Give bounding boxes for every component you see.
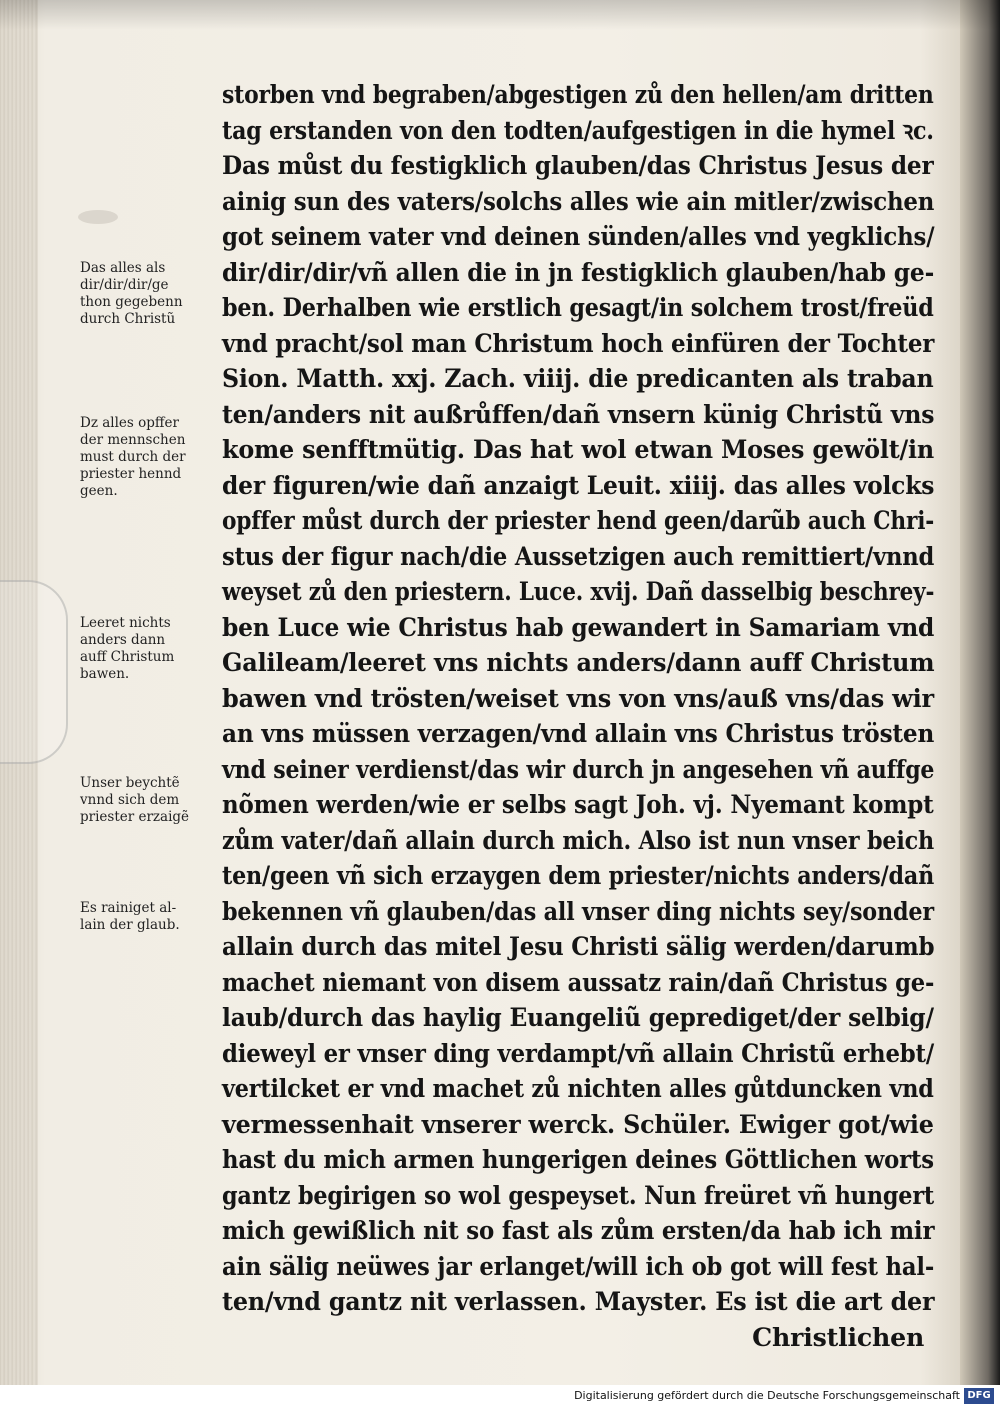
margin-note-line: durch Christũ [80, 311, 176, 327]
text-line: vnd pracht/sol man Christum hoch einfüren der Tochter [222, 328, 935, 359]
margin-note-line: vnnd sich dem [80, 792, 180, 808]
text-line: weyset zů den priestern. Luce. xvij. Dañ dasselbig beschrey- [222, 577, 935, 607]
text-line: machet niemant von disem aussatz rain/dañ Christus ge- [222, 967, 935, 998]
margin-note-line: lain der glaub. [80, 917, 180, 933]
dfg-logo: DFG [964, 1388, 994, 1404]
text-line: nõmen werden/wie er selbs sagt Joh. vj. Nyemant kompt [222, 790, 934, 820]
top-shadow [0, 0, 1000, 30]
text-line: kome senfftmütig. Das hat wol etwan Moses gewölt/in [222, 435, 935, 465]
text-line: Galileam/leeret vns nichts anders/dann auff Christum [222, 648, 935, 678]
text-line: ten/geen vñ sich erzaygen dem priester/nichts anders/dañ [222, 861, 935, 891]
text-line: ain sälig neüwes jar erlanget/will ich ob got will fest hal- [222, 1251, 935, 1282]
margin-note-line: priester erzaigẽ [80, 809, 190, 825]
bookmark-tab [0, 580, 68, 764]
margin-note-line: Leeret nichts [80, 615, 171, 631]
text-line: zům vater/dañ allain durch mich. Also ist nun vnser beich [222, 825, 935, 856]
page-gutter-right [960, 0, 1000, 1385]
text-line: dir/dir/dir/vñ allen die in jn festigklich glauben/hab ge- [222, 257, 935, 288]
text-line: ben Luce wie Christus hab gewandert in Samariam vnd [222, 612, 935, 643]
text-line: vertilcket er vnd machet zů nichten alles gůtduncken vnd [222, 1074, 934, 1104]
margin-note-line: der mennschen [80, 432, 186, 448]
footer-credit: Digitalisierung gefördert durch die Deutsche Forschungsgemeinschaft [574, 1389, 960, 1402]
margin-note-line: Unser beychtẽ [80, 775, 180, 791]
margin-note-line: geen. [80, 483, 118, 499]
margin-note [80, 900, 180, 934]
margin-note-line: must durch der [80, 449, 186, 465]
margin-note-line: auff Christum [80, 649, 175, 665]
margin-note-line: Es rainiget al- [80, 900, 177, 916]
margin-note-line: Dz alles opffer [80, 415, 179, 431]
footer-bar [0, 1385, 1000, 1408]
text-line: ben. Derhalben wie erstlich gesagt/in solchem trost/freüd [222, 293, 934, 323]
text-line: ainig sun des vaters/solchs alles wie ain mitler/zwischen [222, 186, 935, 217]
text-line: got seinem vater vnd deinen sünden/alles vnd yegklichs/ [222, 222, 935, 252]
margin-note [80, 260, 183, 328]
ink-smudge [78, 210, 118, 224]
text-line: vermessenhait vnserer werck. Schüler. Ewiger got/wie [222, 1109, 934, 1140]
text-line: mich gewißlich nit so fast als zům ersten/da hab ich mir [222, 1216, 935, 1246]
text-line: laub/durch das haylig Euangeliũ geprediget/der selbig/ [222, 1003, 934, 1033]
text-line: gantz begirigen so wol gespeyset. Nun freüret vñ hungert [222, 1180, 935, 1211]
main-text-block [222, 78, 942, 1356]
text-line: an vns müssen verzagen/vnd allain vns Christus trösten [222, 719, 935, 749]
text-line: vnd seiner verdienst/das wir durch jn angesehen vñ auffge [222, 754, 935, 785]
margin-note-line: dir/dir/dir/ge [80, 277, 169, 293]
text-line: bawen vnd trösten/weiset vns von vns/auß vns/das wir [222, 683, 935, 714]
margin-note-line: thon gegebenn [80, 294, 183, 310]
text-line: stus der figur nach/die Aussetzigen auch remittiert/vnnd [222, 541, 935, 572]
text-line: Sion. Matth. xxj. Zach. viiij. die predicanten als traban [222, 364, 934, 394]
text-line: ten/anders nit außrůffen/dañ vnsern künig Christũ vns [222, 399, 935, 430]
text-line: dieweyl er vnser ding verdampt/vñ allain Christũ erhebt/ [222, 1038, 934, 1069]
text-line: ten/vnd gantz nit verlassen. Mayster. Es ist die art der [222, 1287, 935, 1317]
margin-note-line: priester hennd [80, 466, 182, 482]
text-line: opffer můst durch der priester hend geen/darũb auch Chri- [222, 506, 935, 536]
text-line: Das můst du festigklich glauben/das Christus Jesus der [222, 151, 934, 181]
text-line: bekennen vñ glauben/das all vnser ding nichts sey/sonder [222, 896, 934, 927]
margin-note-line: anders dann [80, 632, 166, 648]
text-line: allain durch das mitel Jesu Christi sälig werden/darumb [222, 932, 935, 962]
margin-note [80, 775, 189, 826]
margin-note-line: bawen. [80, 666, 130, 682]
text-line: tag erstanden von den todten/aufgestigen in die hymel ꝛc. [222, 115, 934, 146]
text-line: storben vnd begraben/abgestigen zů den hellen/am dritten [222, 80, 934, 110]
margin-note [80, 615, 174, 683]
margin-note-line: Das alles als [80, 260, 166, 276]
catchword: Christlichen [752, 1322, 925, 1353]
text-line: der figuren/wie dañ anzaigt Leuit. xiiij. das alles volcks [222, 470, 935, 501]
margin-note [80, 415, 186, 500]
text-line: hast du mich armen hungerigen deines Göttlichen worts [222, 1145, 934, 1175]
